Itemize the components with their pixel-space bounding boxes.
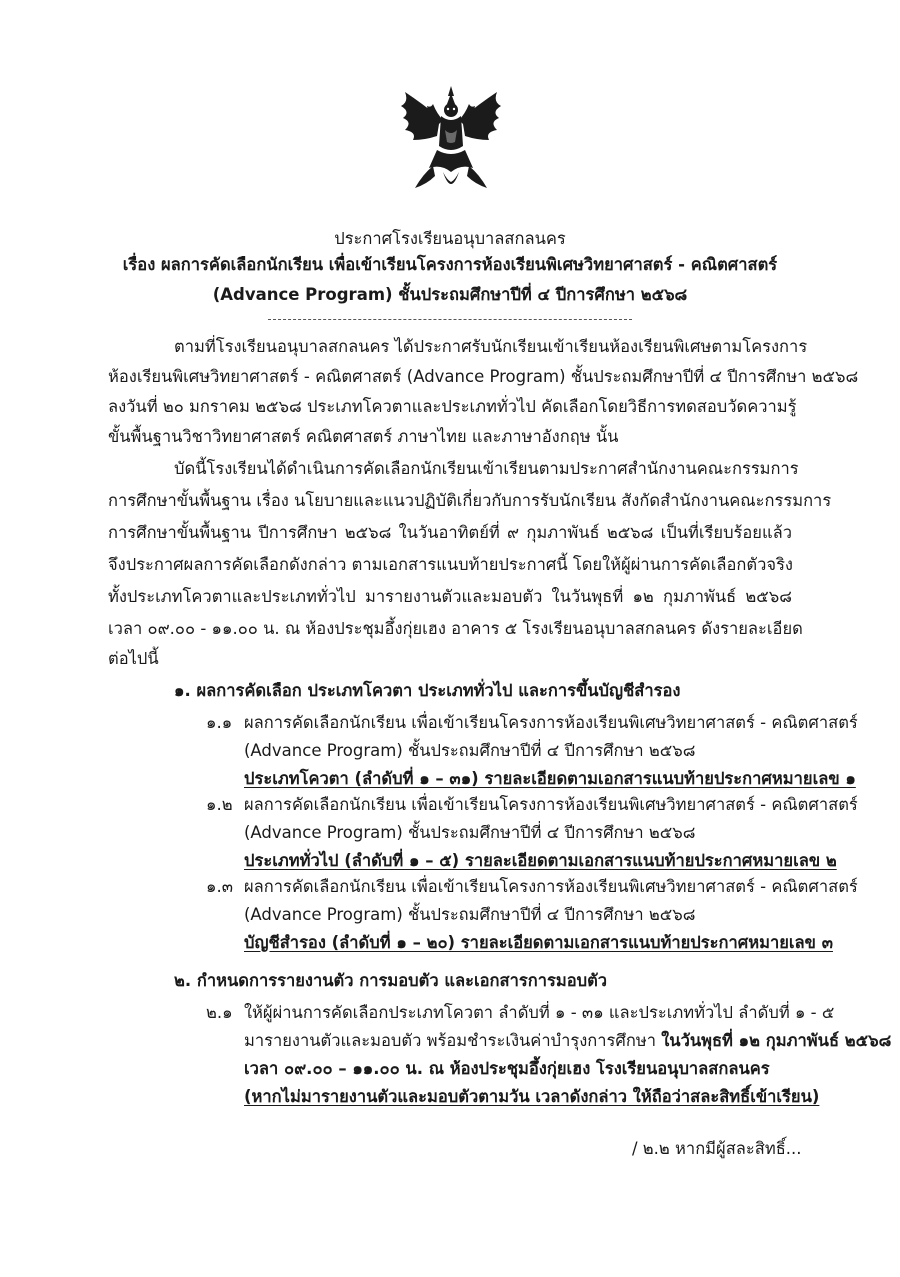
para2-line-6: เวลา ๐๙.๐๐ - ๑๑.๐๐ น. ณ ห้องประชุมอึ้งกุ่ยเฮง อาคาร ๕ โรงเรียนอนุบาลสกลนคร ดังรายละเอียด xyxy=(108,619,803,638)
section1-item3-line-2: (Advance Program) ชั้นประถมศึกษาปีที่ ๔ ปีการศึกษา ๒๕๖๘ xyxy=(244,905,696,924)
section2-item1-line-2-text: มารายงานตัวและมอบตัว พร้อมชำระเงินค่าบำรุงการศึกษา xyxy=(244,1031,662,1050)
section1-heading: ๑. ผลการคัดเลือก ประเภทโควตา ประเภททั่วไป และการขึ้นบัญชีสำรอง xyxy=(174,681,681,700)
para2-line-3: การศึกษาขั้นพื้นฐาน ปีการศึกษา ๒๕๖๘ ในวันอาทิตย์ที่ ๙ กุมภาพันธ์ ๒๕๖๘ เป็นที่เรียบร้อยแล้ว xyxy=(108,523,792,542)
para1-line-1: ตามที่โรงเรียนอนุบาลสกลนคร ได้ประกาศรับนักเรียนเข้าเรียนห้องเรียนพิเศษตามโครงการ xyxy=(174,337,808,356)
section2-heading: ๒. กำหนดการรายงานตัว การมอบตัว และเอกสารการมอบตัว xyxy=(174,971,608,990)
header-divider xyxy=(268,319,632,320)
announcement-subject-line-2: (Advance Program) ชั้นประถมศึกษาปีที่ ๔ ปีการศึกษา ๒๕๖๘ xyxy=(212,285,688,304)
announcement-title: ประกาศโรงเรียนอนุบาลสกลนคร xyxy=(334,229,566,248)
section1-item3-line-3: บัญชีสำรอง (ลำดับที่ ๑ – ๒๐) รายละเอียดตามเอกสารแนบท้ายประกาศหมายเลข ๓ xyxy=(244,933,833,952)
section1-item1-line-1: ผลการคัดเลือกนักเรียน เพื่อเข้าเรียนโครงการห้องเรียนพิเศษวิทยาศาสตร์ - คณิตศาสตร์ xyxy=(244,713,858,732)
section2-item1-line-3: เวลา ๐๙.๐๐ – ๑๑.๐๐ น. ณ ห้องประชุมอึ้งกุ่ยเฮง โรงเรียนอนุบาลสกลนคร xyxy=(244,1059,770,1078)
section1-item2-line-1: ผลการคัดเลือกนักเรียน เพื่อเข้าเรียนโครงการห้องเรียนพิเศษวิทยาศาสตร์ - คณิตศาสตร์ xyxy=(244,795,858,814)
para2-line-4: จึงประกาศผลการคัดเลือกดังกล่าว ตามเอกสารแนบท้ายประกาศนี้ โดยให้ผู้ผ่านการคัดเลือกตัวจริง xyxy=(108,555,793,574)
section1-item1-line-2: (Advance Program) ชั้นประถมศึกษาปีที่ ๔ ปีการศึกษา ๒๕๖๘ xyxy=(244,741,696,760)
para1-line-2: ห้องเรียนพิเศษวิทยาศาสตร์ - คณิตศาสตร์ (Advance Program) ชั้นประถมศึกษาปีที่ ๔ ปีการศึกษา ๒๕๖๘ xyxy=(108,367,859,386)
para1-line-3: ลงวันที่ ๒๐ มกราคม ๒๕๖๘ ประเภทโควตาและประเภททั่วไป คัดเลือกโดยวิธีการทดสอบวัดความรู้ xyxy=(108,397,797,416)
section1-item1-number: ๑.๑ xyxy=(206,713,233,732)
para2-line-7: ต่อไปนี้ xyxy=(108,649,159,668)
section1-item2-line-3: ประเภททั่วไป (ลำดับที่ ๑ – ๕) รายละเอียดตามเอกสารแนบท้ายประกาศหมายเลข ๒ xyxy=(244,851,837,870)
para1-line-4: ขั้นพื้นฐานวิชาวิทยาศาสตร์ คณิตศาสตร์ ภาษาไทย และภาษาอังกฤษ นั้น xyxy=(108,427,619,446)
section1-item1-line-3: ประเภทโควตา (ลำดับที่ ๑ – ๓๑) รายละเอียดตามเอกสารแนบท้ายประกาศหมายเลข ๑ xyxy=(244,769,856,788)
section1-item3-number: ๑.๓ xyxy=(206,877,233,896)
announcement-subject-line-1: เรื่อง ผลการคัดเลือกนักเรียน เพื่อเข้าเรียนโครงการห้องเรียนพิเศษวิทยาศาสตร์ - คณิตศาสตร์ xyxy=(122,255,778,274)
garuda-emblem-icon xyxy=(393,84,509,198)
section2-item1-number: ๒.๑ xyxy=(206,1003,233,1022)
para2-line-1: บัดนี้โรงเรียนได้ดำเนินการคัดเลือกนักเรียนเข้าเรียนตามประกาศสำนักงานคณะกรรมการ xyxy=(174,459,799,478)
para2-line-2: การศึกษาขั้นพื้นฐาน เรื่อง นโยบายและแนวปฏิบัติเกี่ยวกับการรับนักเรียน สังกัดสำนักงานคณะกรรมการ xyxy=(108,491,832,510)
section2-item1-line-2 xyxy=(244,1030,891,1052)
page-continuation-note: / ๒.๒ หากมีผู้สละสิทธิ์... xyxy=(632,1139,802,1158)
section2-item1-line-4: (หากไม่มารายงานตัวและมอบตัวตามวัน เวลาดังกล่าว ให้ถือว่าสละสิทธิ์เข้าเรียน) xyxy=(244,1087,820,1106)
section1-item2-number: ๑.๒ xyxy=(206,795,233,814)
section2-item1-line-1: ให้ผู้ผ่านการคัดเลือกประเภทโควตา ลำดับที่ ๑ - ๓๑ และประเภททั่วไป ลำดับที่ ๑ - ๕ xyxy=(244,1003,835,1022)
section1-item2-line-2: (Advance Program) ชั้นประถมศึกษาปีที่ ๔ ปีการศึกษา ๒๕๖๘ xyxy=(244,823,696,842)
section1-item3-line-1: ผลการคัดเลือกนักเรียน เพื่อเข้าเรียนโครงการห้องเรียนพิเศษวิทยาศาสตร์ - คณิตศาสตร์ xyxy=(244,877,858,896)
para2-line-5: ทั้งประเภทโควตาและประเภททั่วไป มารายงานตัวและมอบตัว ในวันพุธที่ ๑๒ กุมภาพันธ์ ๒๕๖๘ xyxy=(108,587,792,606)
section2-item1-line-2-date: ในวันพุธที่ ๑๒ กุมภาพันธ์ ๒๕๖๘ xyxy=(661,1031,892,1050)
